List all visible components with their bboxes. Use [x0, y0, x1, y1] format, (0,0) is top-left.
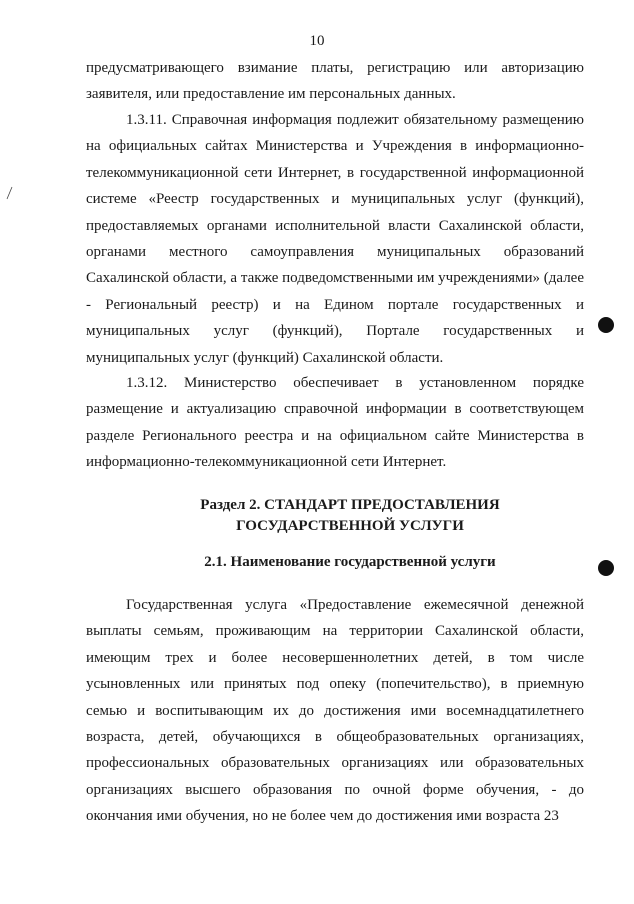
continuation-paragraph: предусматривающего взимание платы, регистрацию или авторизацию заявителя, или предоставление им персональных данных.: [86, 60, 584, 103]
paragraph-1-3-12: 1.3.12. Министерство обеспечивает в установленном порядке размещение и актуализацию справочной информации в соответствующем разделе Регионального реестра и на официальном сайте Министерства в информационно-телекоммуникационной сети Интернет.: [86, 375, 584, 471]
section-heading: [120, 495, 580, 537]
paragraph-1-3-11: 1.3.11. Справочная информация подлежит обязательному размещению на официальных сайтах Министерства и Учреждения в информационно-телекоммуникационной сети Интернет, в государственной информационной системе «Реестр государственных и муниципальных услуг (функций), предоставляемых органами исполнительной власти Сахалинской области, органами местного самоуправления муниципальных образований Сахалинской области, а также подведомственными им учреждениями» (далее - Региональный реестр) и на Едином портале государственных и муниципальных услуг (функций), Портале государственных и муниципальных услуг (функций) Сахалинской области.: [86, 112, 584, 366]
paragraph-1-3-12-block: [86, 370, 584, 476]
section-heading-line-1: Раздел 2. СТАНДАРТ ПРЕДОСТАВЛЕНИЯ: [200, 497, 500, 513]
continuation-paragraph-block: [86, 55, 584, 108]
section-heading-line-2: ГОСУДАРСТВЕННОЙ УСЛУГИ: [236, 518, 464, 534]
pen-mark-icon: [4, 186, 14, 200]
paragraph-1-3-11-block: [86, 107, 584, 371]
page-number: 10: [309, 33, 325, 49]
service-paragraph-block: [86, 592, 584, 830]
punch-hole-mark: [598, 317, 614, 333]
service-paragraph: Государственная услуга «Предоставление ежемесячной денежной выплаты семьям, проживающим на территории Сахалинской области, имеющим трех и более несовершеннолетних детей, в том числе усыновленных или принятых под опеку (попечительство), в приемную семью и воспитывающим их до достижения ими восемнадцатилетнего возраста, детей, обучающихся в общеобразовательных организациях, профессиональных образовательных организациях или образовательных организациях высшего образования по очной форме обучения, - до окончания ими обучения, но не более чем до достижения ими возраста 23: [86, 597, 584, 825]
subsection-heading: 2.1. Наименование государственной услуги: [204, 554, 496, 570]
punch-hole-mark: [598, 560, 614, 576]
